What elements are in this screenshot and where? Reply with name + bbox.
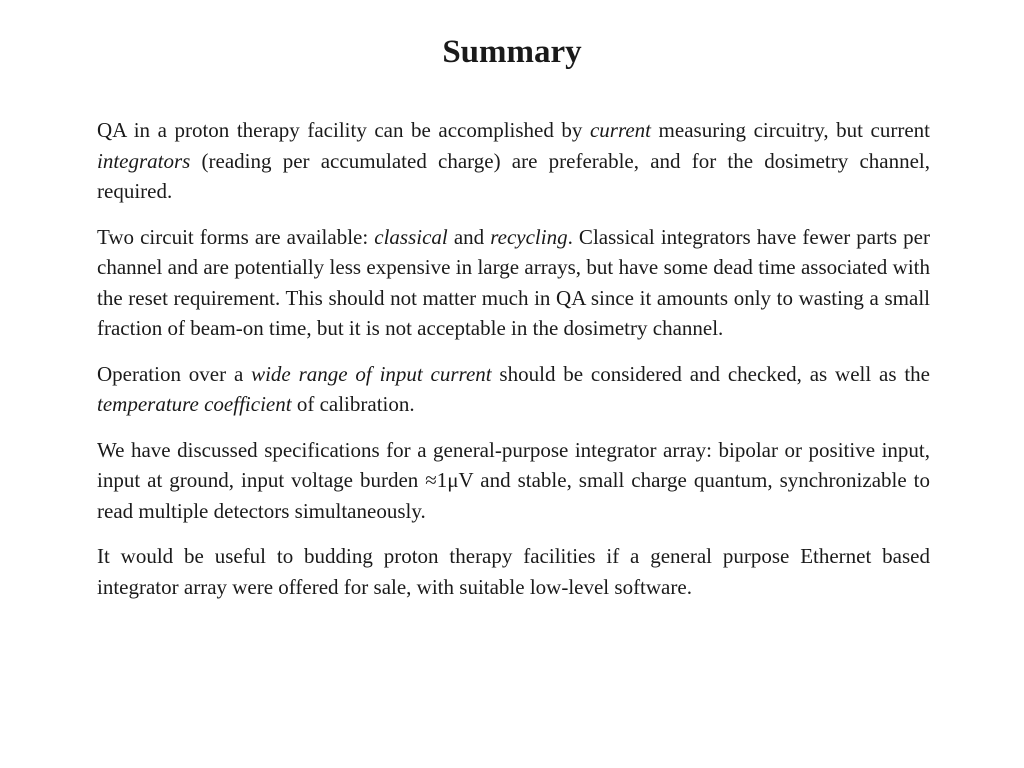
- emphasis-text: integrators: [97, 148, 191, 173]
- paragraph-text: We have discussed specifications for a general-purpose integrator array: bipolar or positive input, input at ground, input voltage burden ≈1μV and stable, small charge quantum, synchronizable to read multiple detectors simultaneously.: [97, 437, 930, 523]
- paragraph-text: of calibration.: [291, 392, 415, 416]
- emphasis-text: current: [589, 118, 652, 142]
- emphasis-text: recycling: [490, 224, 568, 249]
- emphasis-text: wide range of input current: [251, 361, 492, 386]
- paragraph-3: [97, 359, 930, 420]
- paragraph-text: . Classical integrators have fewer parts per channel and are potentially less expensive in large arrays, but have some dead time associated with the reset requirement. This should not matter much in QA since it amounts only to wasting a small fraction of beam-on time, but it is not acceptable in the dosimetry channel.: [97, 224, 930, 340]
- slide-title: Summary: [442, 34, 582, 70]
- paragraph-text: and: [447, 224, 491, 249]
- emphasis-text: classical: [374, 224, 448, 249]
- paragraph-text: QA in a proton therapy facility can be accomplished by: [97, 118, 590, 142]
- paragraph-text: should be considered and checked, as well as the: [491, 361, 930, 386]
- paragraph-text: (reading per accumulated charge) are preferable, and for the dosimetry channel, required.: [97, 148, 930, 203]
- paragraph-2: [97, 222, 930, 344]
- paragraph-1: [97, 115, 930, 207]
- paragraph-4: [97, 435, 930, 527]
- paragraph-text: Operation over a: [97, 361, 252, 386]
- paragraph-5: [97, 541, 930, 602]
- paragraph-text: Two circuit forms are available:: [97, 224, 375, 249]
- emphasis-text: temperature coefficient: [97, 392, 292, 416]
- slide-body: [97, 115, 930, 617]
- paragraph-text: measuring circuitry, but current: [651, 118, 930, 142]
- paragraph-text: It would be useful to budding proton therapy facilities if a general purpose Ethernet based integrator array were offered for sale, with suitable low-level software.: [97, 544, 930, 599]
